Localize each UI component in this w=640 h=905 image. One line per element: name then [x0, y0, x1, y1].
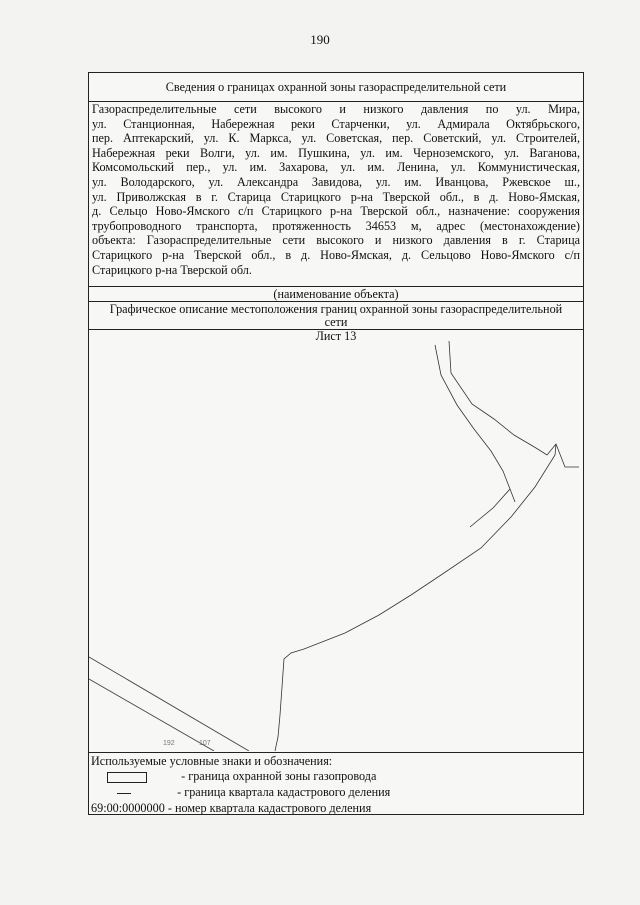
object-description — [89, 102, 583, 277]
map-label: 107 — [199, 740, 211, 747]
protection-zone-boundary — [470, 489, 510, 527]
description-line: Старицкого р-на Тверской обл. — [92, 262, 252, 277]
legend-text: - номер квартала кадастрового деления — [167, 801, 372, 815]
description-line: Набережная реки Волги, ул. им. Пушкина, ул. им. Черноземского, ул. Ваганова, — [92, 145, 580, 160]
page-number: 190 — [310, 32, 330, 47]
legend-item-quarter — [117, 784, 390, 800]
document-frame — [88, 72, 584, 815]
zone-boundary-swatch — [107, 772, 147, 783]
graphic-description-title-line2: сети — [324, 315, 348, 329]
description-line: д. Сельцо Ново-Ямского с/п Старицкого р-на Тверской обл., назначение: сооружения — [92, 204, 580, 219]
description-line: ул. Приволжская в г. Старица Старицкого р-на Тверской обл., в д. Ново-Ямская, — [92, 189, 580, 204]
protection-zone-boundary — [275, 444, 556, 751]
quarter-boundary-swatch — [117, 793, 131, 794]
legend-text: - граница охранной зоны газопровода — [181, 769, 377, 783]
description-line: ул. Володарского, ул. Александра Завидова, ул. им. Иванцова, Ржевское ш., — [92, 174, 580, 189]
description-line: Комсомольский пер., ул. им. Захарова, ул. им. Ленина, ул. Коммунистическая, — [92, 160, 580, 175]
description-line: Газораспределительные сети высокого и низкого давления по ул. Мира, — [92, 102, 580, 116]
sheet-label: Лист 13 — [315, 329, 357, 343]
graphic-description-title-line1: Графическое описание местоположения границ охранной зоны газораспределительной — [109, 302, 563, 316]
quarter-number-example: 69:00:0000000 — [91, 801, 165, 815]
protection-zone-boundary — [435, 345, 515, 502]
cadastral-quarter-boundary — [89, 679, 214, 751]
description-line: объекта: Газораспределительные сети высокого и низкого давления в г. Старица — [92, 233, 580, 248]
boundary-map-drawing — [89, 327, 583, 751]
legend-item-zone — [107, 768, 376, 784]
description-line: Старицкого р-на Тверской обл., в д. Ново-Ямская, д. Сельцово Ново-Ямского с/п — [92, 247, 580, 262]
document-title: Сведения о границах охранной зоны газораспределительной сети — [165, 80, 507, 94]
boundary-map — [89, 327, 583, 751]
legend-text: - граница квартала кадастрового деления — [177, 785, 391, 799]
divider — [89, 814, 583, 815]
object-name-caption: (наименование объекта) — [273, 287, 399, 301]
cadastral-quarter-boundary — [89, 657, 249, 751]
description-line: пер. Аптекарский, ул. К. Маркса, ул. Советская, пер. Советский, ул. Строителей, — [92, 131, 580, 146]
map-label: 192 — [163, 740, 175, 747]
legend-title: Используемые условные знаки и обозначения: — [91, 754, 333, 768]
protection-zone-boundary — [449, 341, 579, 467]
description-line: ул. Станционная, Набережная реки Старченки, ул. Адмирала Октябрьского, — [92, 116, 580, 131]
description-line: трубопроводного транспорта, протяженность 34653 м, адрес (местонахождение) — [92, 218, 580, 233]
